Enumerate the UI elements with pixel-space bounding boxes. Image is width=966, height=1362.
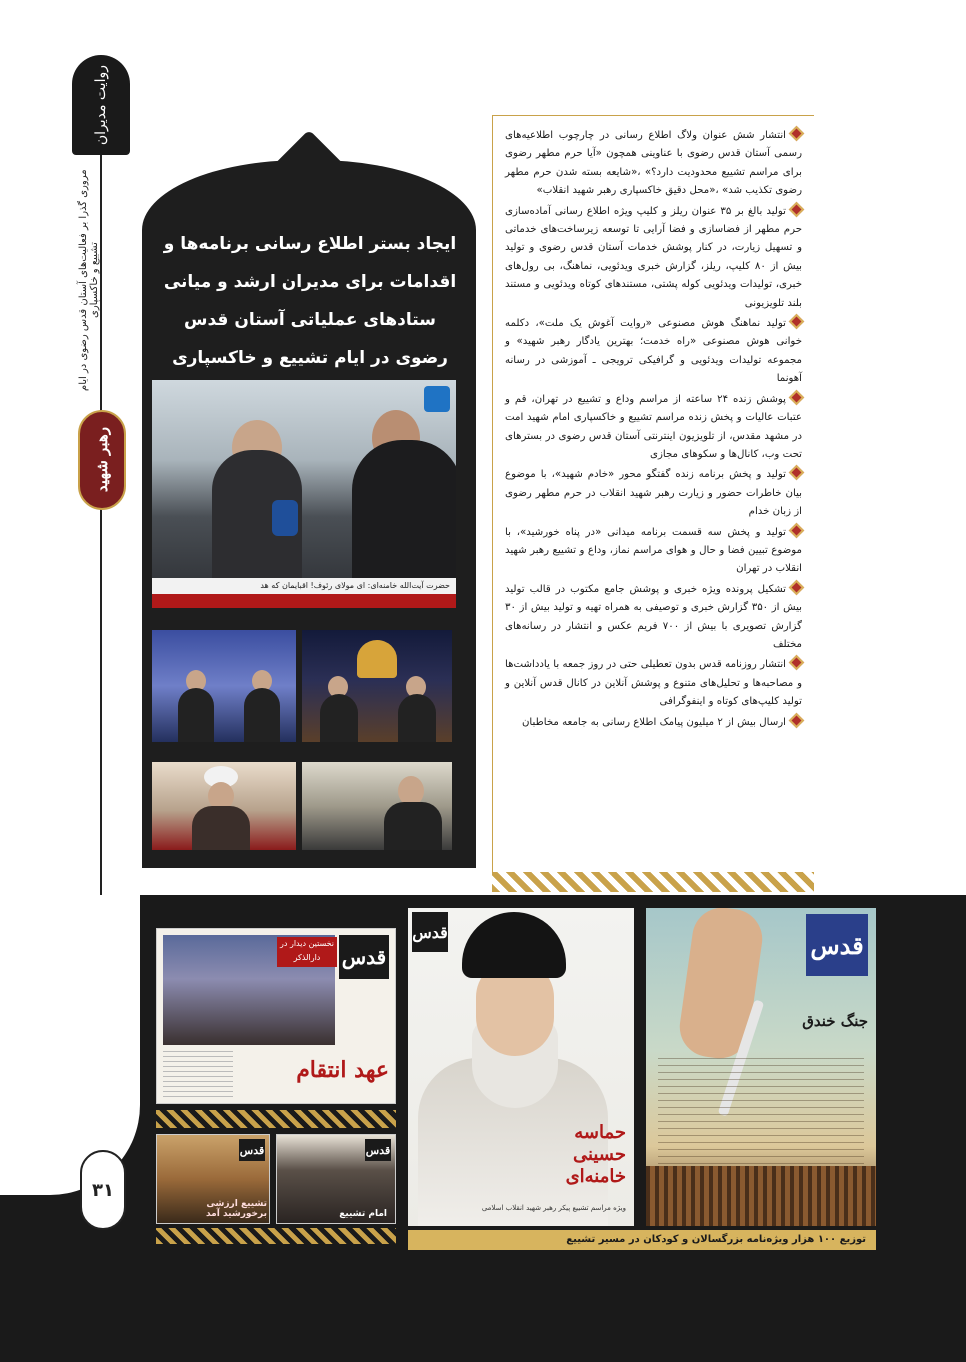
diamond-bullet-icon xyxy=(789,126,805,142)
guest-body xyxy=(398,694,436,742)
poster-title: تشییع ارزشی برخورشید آمد xyxy=(205,1199,267,1219)
newspaper-small-2 xyxy=(276,1134,396,1224)
topic-badge-label: رهبر شهید xyxy=(93,427,111,493)
section-badge xyxy=(72,55,130,155)
bottom-curve-cutout xyxy=(0,895,140,1195)
list-item: تشکیل پرونده ویژه خبری و پوشش جامع مکتوب در قالب تولید بیش از ۳۵۰ گزارش خبری و توصیفی به همراه تهیه و تولید بیش از ۳۰ گزارش تصویری با بیش از ۷۰۰ فریم عکس و انتشار در رسانه‌های مختلف xyxy=(505,581,804,655)
newspaper-columns xyxy=(163,1051,233,1099)
list-item: ارسال بیش از ۲ میلیون پیامک اطلاع رسانی به جامعه مخاطبان xyxy=(505,714,804,732)
official-photo xyxy=(302,762,452,850)
poster-portrait xyxy=(408,908,634,1226)
studio-photo xyxy=(152,630,296,742)
news-ticker: حضرت آیت‌الله خامنه‌ای: ای مولای رئوف! اقبایمان که هد xyxy=(152,578,456,594)
presenter-body xyxy=(320,694,358,742)
poster-subtitle: ویژه مراسم تشییع پیکر رهبر شهید انقلاب اسلامی xyxy=(481,1204,626,1212)
news-ticker-bar xyxy=(152,594,456,608)
newspaper-header: نخستین دیدار در دارالذکر xyxy=(277,937,337,967)
posters-caption: توزیع ۱۰۰ هزار ویژه‌نامه بزرگسالان و کودکان در مسیر تشییع xyxy=(408,1230,876,1250)
newspaper-front-page xyxy=(156,928,396,1104)
decorative-border xyxy=(492,872,814,892)
poster-title: جنگ خندق xyxy=(802,1012,868,1030)
diamond-bullet-icon xyxy=(789,465,805,481)
host-body xyxy=(244,688,280,742)
quds-logo: قدس xyxy=(365,1139,391,1161)
list-item: تولید نماهنگ هوش مصنوعی «روایت آغوش یک ملت»، دکلمه خوانی هوش مصنوعی «راه خدمت؛ بهترین یادگار رهبر شهید» و مجموعه تولیدات ویدئویی و گرافیکی ترویجی ـ آموزشی در رسانه آهونما xyxy=(505,315,804,389)
diamond-bullet-icon xyxy=(789,712,805,728)
cleric-photo xyxy=(152,762,296,850)
list-item: تولید و پخش برنامه زنده گفتگو محور «خادم شهید»، با موضوع بیان خاطرات حضور و زیارت رهبر شهید انقلاب در حرم مطهر رضوی از زبان خدام xyxy=(505,466,804,521)
list-item: پوشش زنده ۲۴ ساعته از مراسم وداع و تشییع در تهران، قم و عتبات عالیات و پخش زنده مراسم تشییع و خاکسپاری امام شهید امت در مشهد مقدس، از تلویزیون اینترنتی آستان قدس رضوی در بسترهای تحت وب، کانال‌ها و سکوهای مجازی xyxy=(505,391,804,465)
golden-dome-icon xyxy=(357,640,397,678)
diamond-bullet-icon xyxy=(789,314,805,330)
list-item: تولید و پخش سه قسمت برنامه میدانی «در پناه خورشید»، با موضوع تبیین فضا و حال و هوای مراسم نماز، وداع و تشییع رهبر شهید انقلاب در تهران xyxy=(505,524,804,579)
cleric-body xyxy=(192,806,250,850)
poster-khandaq xyxy=(646,908,876,1226)
diamond-bullet-icon xyxy=(789,579,805,595)
shrine-broadcast-photo xyxy=(302,630,452,742)
list-item: انتشار روزنامه قدس بدون تعطیلی حتی در روز جمعه با یادداشت‌ها و مصاحبه‌ها و تحلیل‌های متنوع و پوشش آنلاین در کانال قدس آنلاین و تولید کلیپ‌های کوتاه و اینفوگرافی xyxy=(505,656,804,711)
army-illustration xyxy=(646,1166,876,1226)
poster-title: حماسه حسینی خامنه‌ای xyxy=(565,1122,626,1187)
topic-badge xyxy=(78,410,126,510)
poster-body-text xyxy=(658,1058,864,1168)
arm-illustration xyxy=(676,908,766,1062)
microphone-icon xyxy=(272,500,298,536)
text-column xyxy=(492,115,814,875)
official-body xyxy=(384,802,442,850)
list-item: تولید بالغ بر ۳۵ عنوان ریلز و کلیپ ویژه اطلاع رسانی آماده‌سازی حرم مطهر از فضاسازی و فضا آرایی تا توسعه زیرساخت‌های خدماتی و تسهیل زیارت، در کنار پوشش خدمات آستان قدس رضوی و تولید بیش از ۸۰ کلیپ، ریلز، گزارش خبری ویدئویی، نماهنگ، بی رول‌های خبری، تولیدات ویدئویی کوله پشتی، مستندهای کوتاه ویدئویی و مستند بلند تلویزیونی xyxy=(505,203,804,313)
diamond-bullet-icon xyxy=(789,655,805,671)
quds-logo: قدس xyxy=(806,914,868,976)
diamond-bullet-icon xyxy=(789,201,805,217)
list-item: انتشار شش عنوان ولاگ اطلاع رسانی در چارچوب اطلاعیه‌های رسمی آستان قدس رضوی با عناوینی همچون «آیا حرم مطهر رضوی برای مراسم تشییع محدودیت دارد؟» ،«شایعه بسته شدن حرم مطهر رضوی تکذیب شد» ،«محل دقیق خاکسپاری رهبر شهید انقلاب» xyxy=(505,127,804,201)
quds-logo: قدس xyxy=(412,912,448,952)
diamond-bullet-icon xyxy=(789,389,805,405)
turban-illustration xyxy=(462,912,566,978)
headline: ایجاد بستر اطلاع رسانی برنامه‌ها و اقدامات برای مدیران ارشد و میانی ستادهای عملیاتی آستان قدس رضوی در ایام تشییع و خاکسپاری xyxy=(163,234,457,368)
quds-logo: قدس xyxy=(239,1139,265,1161)
page-number-badge xyxy=(80,1150,126,1230)
tv-channel-logo-icon xyxy=(424,386,450,412)
quds-logo: قدس xyxy=(339,935,389,979)
section-badge-label: روایت مدیران xyxy=(93,64,109,146)
page-number: ۳۱ xyxy=(92,1179,114,1201)
newspaper-small-1 xyxy=(156,1134,270,1224)
newspaper-headline: عهد انتقام xyxy=(296,1057,389,1083)
running-header: مروری گذرا بر فعالیت‌های آستان قدس رضوی در ایام تشییع و خاکسپاری xyxy=(78,169,100,391)
decorative-strip xyxy=(156,1110,396,1128)
decorative-strip xyxy=(156,1228,396,1244)
interview-photo xyxy=(152,380,456,608)
guest-body xyxy=(178,688,214,742)
diamond-bullet-icon xyxy=(789,522,805,538)
activities-list xyxy=(505,127,804,732)
poster-title: امام تشییع xyxy=(339,1209,387,1219)
